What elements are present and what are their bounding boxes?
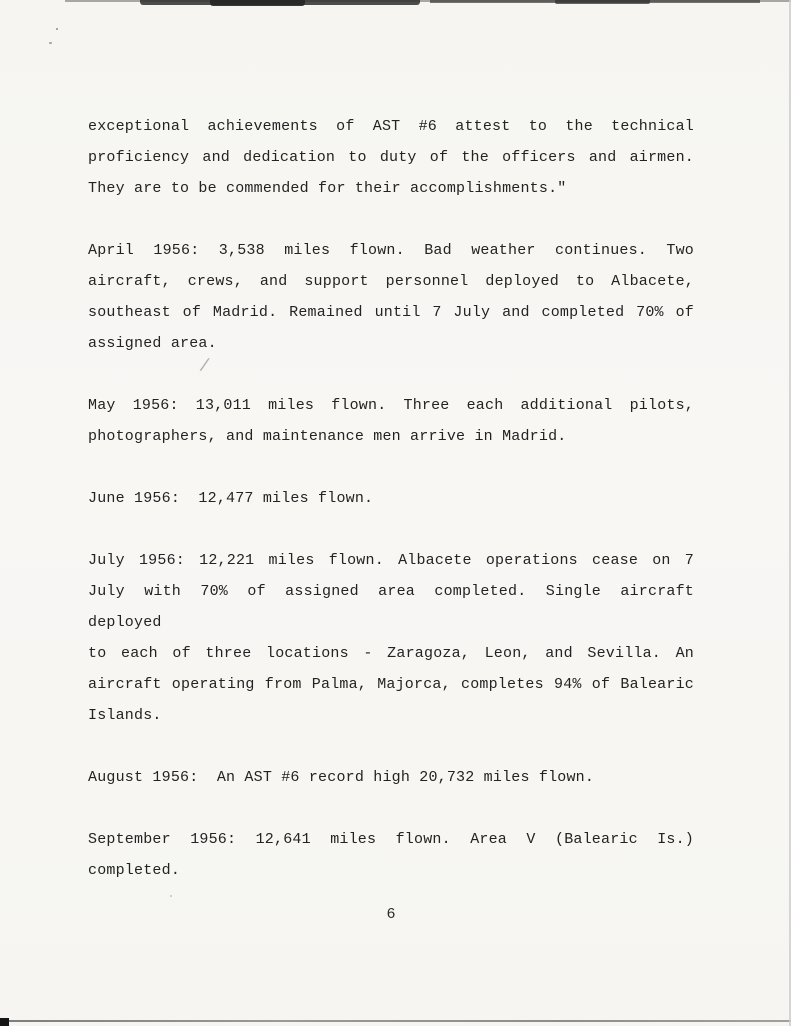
page-number: 6 (386, 906, 396, 923)
paragraph (88, 824, 694, 886)
document-text (88, 111, 694, 917)
text-line: June 1956: 12,477 miles flown. (88, 490, 374, 507)
slash-scan-mark: / (197, 356, 211, 378)
scan-smudge (210, 0, 305, 6)
text-line: August 1956: An AST #6 record high 20,732 miles flown. (88, 769, 595, 786)
paragraph (88, 111, 694, 204)
paper-speck (49, 42, 52, 44)
scan-edge-artifact-top (0, 0, 791, 8)
text-line: July 1956: 12,221 miles flown. Albacete operations cease on 7 (88, 552, 694, 569)
text-line: April 1956: 3,538 miles flown. Bad weather continues. Two (88, 242, 694, 259)
text-line: aircraft operating from Palma, Majorca, completes 94% of Balearic (88, 676, 694, 693)
corner-mark (0, 1018, 9, 1026)
text-line: southeast of Madrid. Remained until 7 July and completed 70% of (88, 304, 694, 321)
scan-edge-artifact-bottom (8, 1020, 791, 1022)
text-line: to each of three locations - Zaragoza, Leon, and Sevilla. An (88, 645, 694, 662)
text-line: aircraft, crews, and support personnel deployed to Albacete, (88, 273, 694, 290)
paragraph (88, 390, 694, 452)
text-line: proficiency and dedication to duty of the officers and airmen. (88, 149, 694, 166)
paragraph (88, 545, 694, 731)
text-line: They are to be commended for their accomplishments." (88, 180, 567, 197)
text-line: September 1956: 12,641 miles flown. Area V (Balearic Is.) (88, 831, 694, 848)
text-line: completed. (88, 862, 181, 879)
paragraph (88, 483, 694, 514)
paragraph (88, 235, 694, 359)
text-line: exceptional achievements of AST #6 attest to the technical (88, 118, 694, 135)
paper-speck (56, 28, 58, 30)
text-line: assigned area. (88, 335, 217, 352)
text-line: July with 70% of assigned area completed. Single aircraft deployed (88, 583, 694, 631)
text-line: May 1956: 13,011 miles flown. Three each additional pilots, (88, 397, 694, 414)
paragraph (88, 762, 694, 793)
scan-smudge (555, 0, 650, 4)
text-line: Islands. (88, 707, 162, 724)
text-line: photographers, and maintenance men arrive in Madrid. (88, 428, 567, 445)
